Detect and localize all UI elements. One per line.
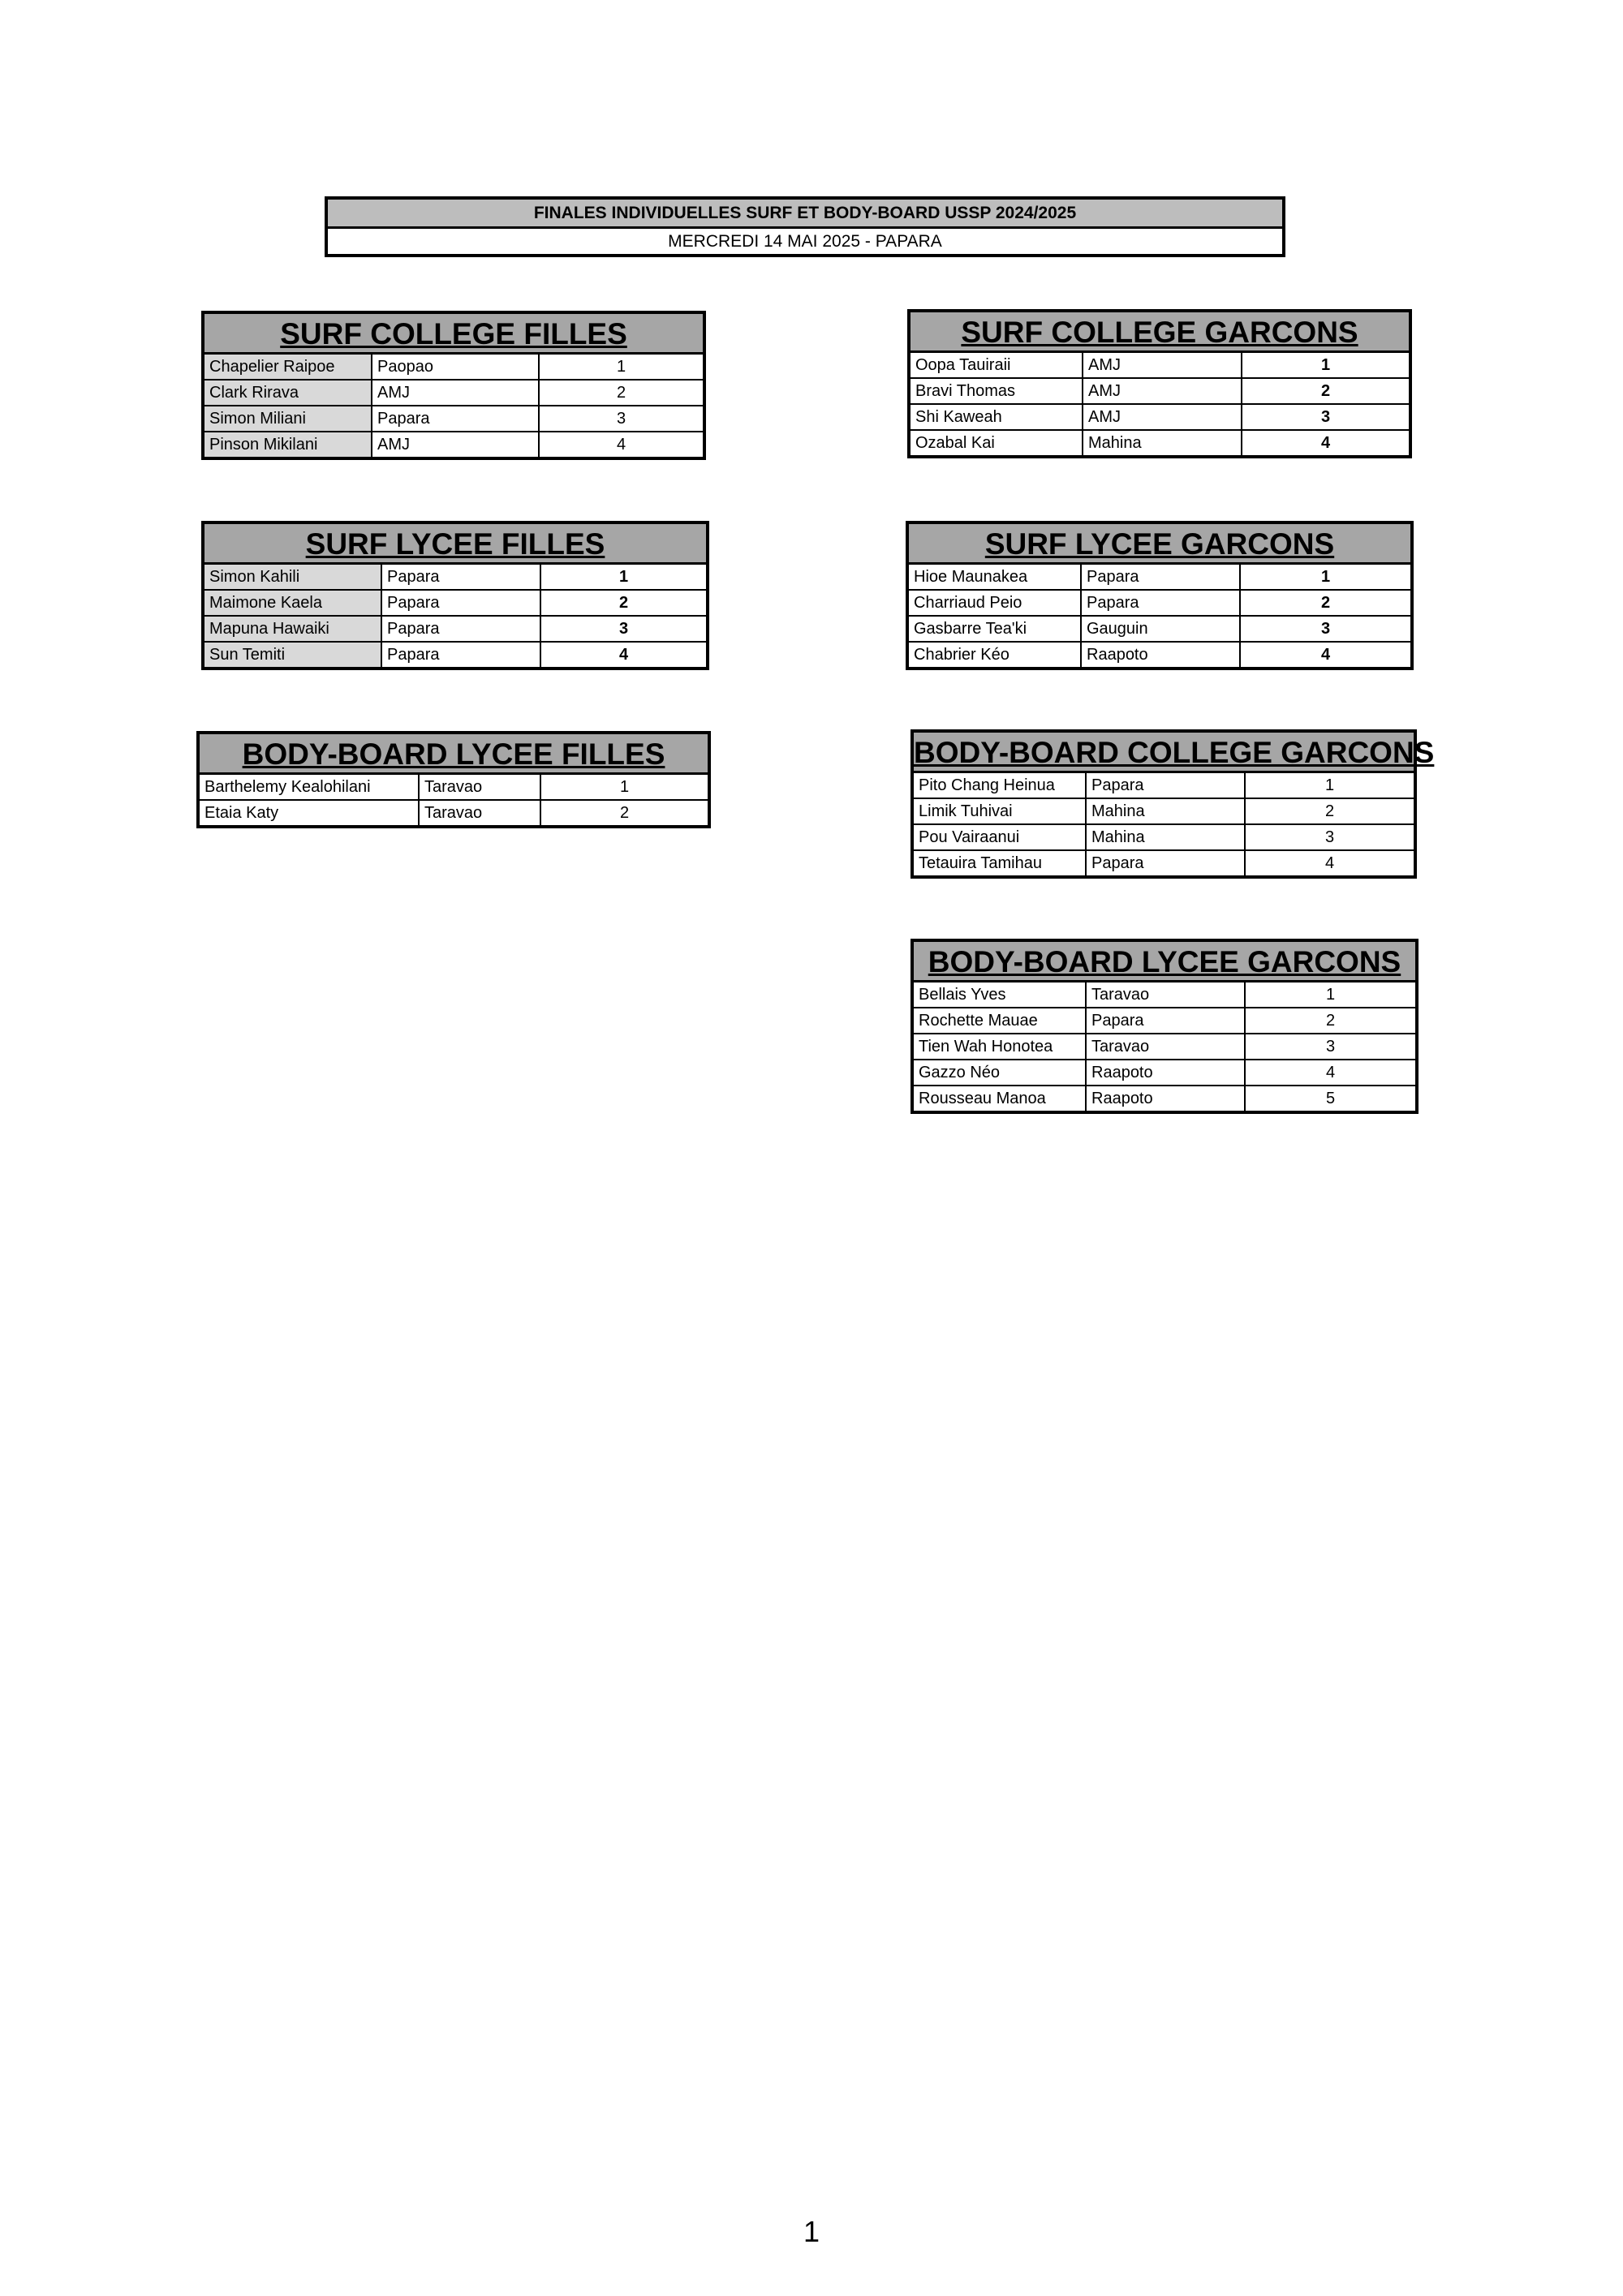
table-title: SURF LYCEE GARCONS xyxy=(909,524,1410,565)
athlete-name: Simon Miliani xyxy=(204,406,372,432)
athlete-club: AMJ xyxy=(372,432,539,457)
athlete-name: Sun Temiti xyxy=(204,642,381,667)
athlete-club: Papara xyxy=(1081,590,1240,616)
athlete-name: Rousseau Manoa xyxy=(914,1086,1086,1111)
document-header xyxy=(325,196,1285,257)
athlete-rank: 2 xyxy=(1245,798,1414,824)
results-table-bodyboard-college-garcons xyxy=(911,729,1435,879)
athlete-name: Charriaud Peio xyxy=(909,590,1081,616)
athlete-rank: 2 xyxy=(540,800,708,825)
athlete-rank: 4 xyxy=(1240,642,1410,667)
table-title: BODY-BOARD LYCEE FILLES xyxy=(200,734,708,775)
document-subtitle: MERCREDI 14 MAI 2025 - PAPARA xyxy=(328,229,1282,254)
athlete-rank: 1 xyxy=(1242,353,1409,378)
table-row xyxy=(914,1086,1415,1111)
athlete-club: Raapoto xyxy=(1086,1060,1245,1086)
athlete-name: Rochette Mauae xyxy=(914,1008,1086,1034)
athlete-club: Papara xyxy=(372,406,539,432)
athlete-club: Taravao xyxy=(419,800,540,825)
athlete-rank: 3 xyxy=(1245,1034,1415,1060)
athlete-club: Papara xyxy=(381,642,540,667)
athlete-rank: 4 xyxy=(539,432,703,457)
table-row xyxy=(914,850,1414,875)
athlete-rank: 4 xyxy=(1245,1060,1415,1086)
table-row xyxy=(911,430,1409,455)
table-title: BODY-BOARD LYCEE GARCONS xyxy=(914,942,1415,982)
athlete-club: Mahina xyxy=(1086,824,1245,850)
page-number: 1 xyxy=(803,2215,820,2248)
athlete-rank: 1 xyxy=(540,775,708,800)
athlete-name: Maimone Kaela xyxy=(204,590,381,616)
athlete-rank: 4 xyxy=(540,642,706,667)
results-table-surf-college-garcons xyxy=(907,309,1412,458)
table-row xyxy=(200,775,708,800)
athlete-club: Mahina xyxy=(1086,798,1245,824)
athlete-rank: 2 xyxy=(539,380,703,406)
athlete-rank: 1 xyxy=(540,565,706,590)
table-row xyxy=(204,380,703,406)
athlete-rank: 1 xyxy=(1240,565,1410,590)
athlete-club: Papara xyxy=(1086,1008,1245,1034)
table-row xyxy=(914,798,1414,824)
athlete-club: AMJ xyxy=(1083,378,1242,404)
athlete-name: Clark Rirava xyxy=(204,380,372,406)
athlete-name: Bellais Yves xyxy=(914,982,1086,1008)
athlete-club: AMJ xyxy=(372,380,539,406)
table-row xyxy=(911,404,1409,430)
athlete-rank: 5 xyxy=(1245,1086,1415,1111)
athlete-club: Taravao xyxy=(1086,1034,1245,1060)
athlete-rank: 2 xyxy=(540,590,706,616)
table-row xyxy=(909,616,1410,642)
athlete-name: Gasbarre Tea'ki xyxy=(909,616,1081,642)
table-row xyxy=(909,642,1410,667)
table-row xyxy=(204,432,703,457)
athlete-rank: 2 xyxy=(1240,590,1410,616)
results-table-bodyboard-lycee-garcons xyxy=(911,939,1419,1114)
athlete-club: Papara xyxy=(381,590,540,616)
athlete-name: Limik Tuhivai xyxy=(914,798,1086,824)
athlete-rank: 3 xyxy=(1242,404,1409,430)
athlete-name: Pou Vairaanui xyxy=(914,824,1086,850)
athlete-club: Taravao xyxy=(1086,982,1245,1008)
athlete-club: Papara xyxy=(1086,773,1245,798)
table-row xyxy=(204,642,706,667)
table-row xyxy=(204,616,706,642)
results-table-surf-lycee-garcons xyxy=(906,521,1414,670)
table-row xyxy=(204,355,703,380)
athlete-rank: 1 xyxy=(1245,773,1414,798)
athlete-name: Shi Kaweah xyxy=(911,404,1083,430)
athlete-club: Paopao xyxy=(372,355,539,380)
athlete-name: Barthelemy Kealohilani xyxy=(200,775,419,800)
table-title: SURF COLLEGE GARCONS xyxy=(911,312,1409,353)
document-title: FINALES INDIVIDUELLES SURF ET BODY-BOARD USSP 2024/2025 xyxy=(328,200,1282,229)
athlete-club: Taravao xyxy=(419,775,540,800)
table-row xyxy=(200,800,708,825)
athlete-name: Pito Chang Heinua xyxy=(914,773,1086,798)
athlete-rank: 3 xyxy=(1240,616,1410,642)
athlete-club: Raapoto xyxy=(1081,642,1240,667)
athlete-club: Papara xyxy=(1081,565,1240,590)
athlete-club: Papara xyxy=(381,616,540,642)
athlete-name: Simon Kahili xyxy=(204,565,381,590)
table-row xyxy=(911,353,1409,378)
results-table-bodyboard-lycee-filles xyxy=(196,731,711,828)
table-row xyxy=(914,824,1414,850)
table-row xyxy=(914,773,1414,798)
table-title: SURF COLLEGE FILLES xyxy=(204,314,703,355)
athlete-club: Raapoto xyxy=(1086,1086,1245,1111)
athlete-name: Chapelier Raipoe xyxy=(204,355,372,380)
athlete-club: AMJ xyxy=(1083,404,1242,430)
athlete-name: Chabrier Kéo xyxy=(909,642,1081,667)
athlete-rank: 4 xyxy=(1242,430,1409,455)
table-title: BODY-BOARD COLLEGE GARCONS xyxy=(914,733,1414,773)
athlete-rank: 1 xyxy=(1245,982,1415,1008)
table-row xyxy=(909,565,1410,590)
table-row xyxy=(914,1034,1415,1060)
athlete-name: Mapuna Hawaiki xyxy=(204,616,381,642)
athlete-name: Gazzo Néo xyxy=(914,1060,1086,1086)
athlete-rank: 2 xyxy=(1245,1008,1415,1034)
athlete-name: Oopa Tauiraii xyxy=(911,353,1083,378)
table-row xyxy=(204,406,703,432)
table-title: SURF LYCEE FILLES xyxy=(204,524,706,565)
athlete-name: Tetauira Tamihau xyxy=(914,850,1086,875)
athlete-name: Pinson Mikilani xyxy=(204,432,372,457)
athlete-rank: 2 xyxy=(1242,378,1409,404)
athlete-club: AMJ xyxy=(1083,353,1242,378)
table-row xyxy=(909,590,1410,616)
athlete-name: Bravi Thomas xyxy=(911,378,1083,404)
athlete-rank: 3 xyxy=(1245,824,1414,850)
athlete-name: Ozabal Kai xyxy=(911,430,1083,455)
table-row xyxy=(914,1008,1415,1034)
athlete-rank: 1 xyxy=(539,355,703,380)
athlete-name: Etaia Katy xyxy=(200,800,419,825)
athlete-club: Mahina xyxy=(1083,430,1242,455)
table-row xyxy=(204,565,706,590)
athlete-rank: 3 xyxy=(540,616,706,642)
athlete-club: Papara xyxy=(1086,850,1245,875)
athlete-rank: 4 xyxy=(1245,850,1414,875)
athlete-club: Papara xyxy=(381,565,540,590)
table-row xyxy=(204,590,706,616)
athlete-name: Hioe Maunakea xyxy=(909,565,1081,590)
results-table-surf-college-filles xyxy=(201,311,706,460)
athlete-name: Tien Wah Honotea xyxy=(914,1034,1086,1060)
results-table-surf-lycee-filles xyxy=(201,521,709,670)
athlete-club: Gauguin xyxy=(1081,616,1240,642)
athlete-rank: 3 xyxy=(539,406,703,432)
table-row xyxy=(914,982,1415,1008)
table-row xyxy=(914,1060,1415,1086)
table-row xyxy=(911,378,1409,404)
